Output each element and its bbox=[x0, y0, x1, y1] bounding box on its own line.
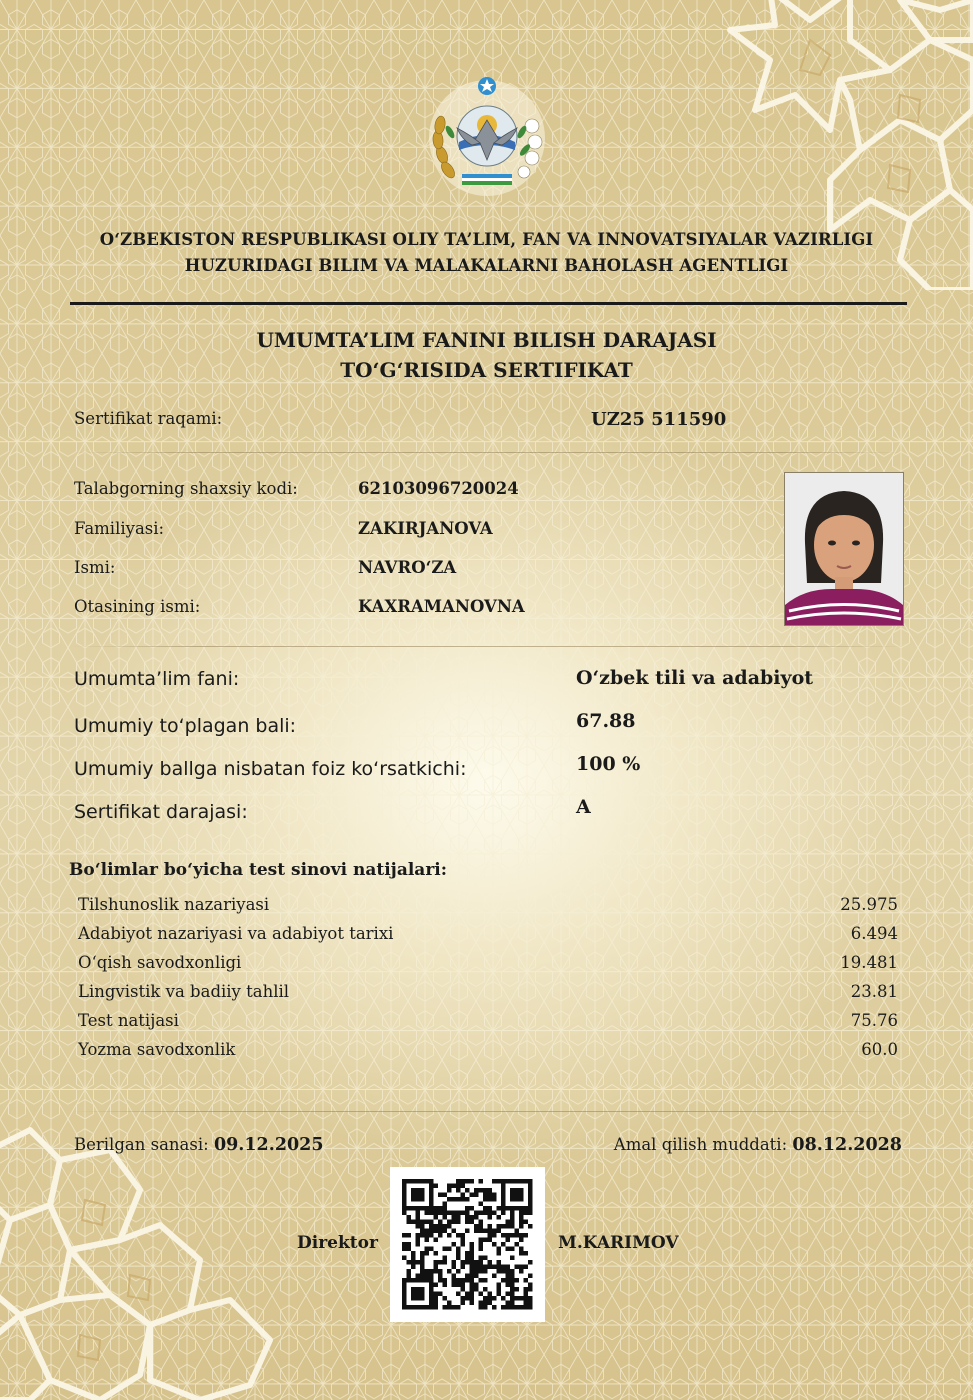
certificate-title-line-2: TO‘G‘RISIDA SERTIFIKAT bbox=[340, 358, 633, 382]
certificate-number-label: Sertifikat raqami: bbox=[74, 409, 223, 428]
result-name: Lingvistik va badiiy tahlil bbox=[78, 982, 290, 1001]
certificate-number-value: UZ25 511590 bbox=[591, 409, 727, 430]
issue-date bbox=[74, 1135, 324, 1155]
holder-photo bbox=[784, 472, 904, 626]
director-label: Direktor bbox=[297, 1233, 378, 1253]
ministry-line-1: O‘ZBEKISTON RESPUBLIKASI OLIY TA’LIM, FAN VA INNOVATSIYALAR VAZIRLIGI bbox=[99, 230, 874, 249]
result-name: Test natijasi bbox=[78, 1011, 179, 1030]
total-score-value: 67.88 bbox=[576, 710, 636, 732]
result-row bbox=[78, 982, 898, 1008]
first-name-value: NAVRO‘ZA bbox=[358, 558, 457, 577]
subject-label: Umumta’lim fani: bbox=[74, 668, 240, 690]
percentage-label: Umumiy ballga nisbatan foiz ko‘rsatkichi: bbox=[74, 758, 467, 780]
divider bbox=[70, 452, 907, 453]
surname-value: ZAKIRJANOVA bbox=[358, 519, 493, 538]
result-row bbox=[78, 953, 898, 979]
result-row bbox=[78, 1011, 898, 1037]
divider bbox=[70, 646, 907, 647]
result-value: 25.975 bbox=[840, 895, 898, 914]
certificate-level-value: A bbox=[576, 796, 591, 818]
subject-value: O‘zbek tili va adabiyot bbox=[576, 667, 814, 689]
result-value: 23.81 bbox=[850, 982, 898, 1001]
result-name: Tilshunoslik nazariyasi bbox=[78, 895, 270, 914]
result-value: 19.481 bbox=[840, 953, 898, 972]
director-name: M.KARIMOV bbox=[558, 1233, 679, 1253]
result-value: 6.494 bbox=[850, 924, 898, 943]
result-name: Adabiyot nazariyasi va adabiyot tarixi bbox=[78, 924, 394, 943]
percentage-value: 100 % bbox=[576, 753, 641, 775]
result-row bbox=[78, 895, 898, 921]
result-value: 60.0 bbox=[861, 1040, 898, 1059]
state-emblem-icon bbox=[422, 70, 552, 200]
personal-code-value: 62103096720024 bbox=[358, 479, 519, 498]
valid-until-label: Amal qilish muddati: bbox=[613, 1135, 788, 1154]
total-score-label: Umumiy to‘plagan bali: bbox=[74, 715, 297, 737]
result-name: Yozma savodxonlik bbox=[78, 1040, 236, 1059]
patronymic-value: KAXRAMANOVNA bbox=[358, 597, 525, 616]
issue-date-label: Berilgan sanasi: bbox=[74, 1135, 209, 1154]
result-name: O‘qish savodxonligi bbox=[78, 953, 242, 972]
personal-code-label: Talabgorning shaxsiy kodi: bbox=[74, 479, 298, 498]
section-results-title: Bo‘limlar bo‘yicha test sinovi natijalari: bbox=[69, 860, 448, 880]
first-name-label: Ismi: bbox=[74, 558, 116, 577]
result-row bbox=[78, 924, 898, 950]
header-divider bbox=[70, 302, 907, 305]
certificate-level-label: Sertifikat darajasi: bbox=[74, 801, 248, 823]
qr-code-icon[interactable] bbox=[390, 1167, 545, 1322]
divider bbox=[70, 1111, 907, 1112]
ministry-line-2: HUZURIDAGI BILIM VA MALAKALARNI BAHOLASH AGENTLIGI bbox=[184, 256, 789, 275]
result-row bbox=[78, 1040, 898, 1066]
patronymic-label: Otasining ismi: bbox=[74, 597, 201, 616]
surname-label: Familiyasi: bbox=[74, 519, 165, 538]
certificate-title-line-1: UMUMTA’LIM FANINI BILISH DARAJASI bbox=[256, 328, 717, 352]
issue-date-value: 09.12.2025 bbox=[213, 1135, 324, 1155]
valid-until-value: 08.12.2028 bbox=[792, 1135, 902, 1155]
valid-until bbox=[614, 1135, 902, 1155]
result-value: 75.76 bbox=[850, 1011, 898, 1030]
